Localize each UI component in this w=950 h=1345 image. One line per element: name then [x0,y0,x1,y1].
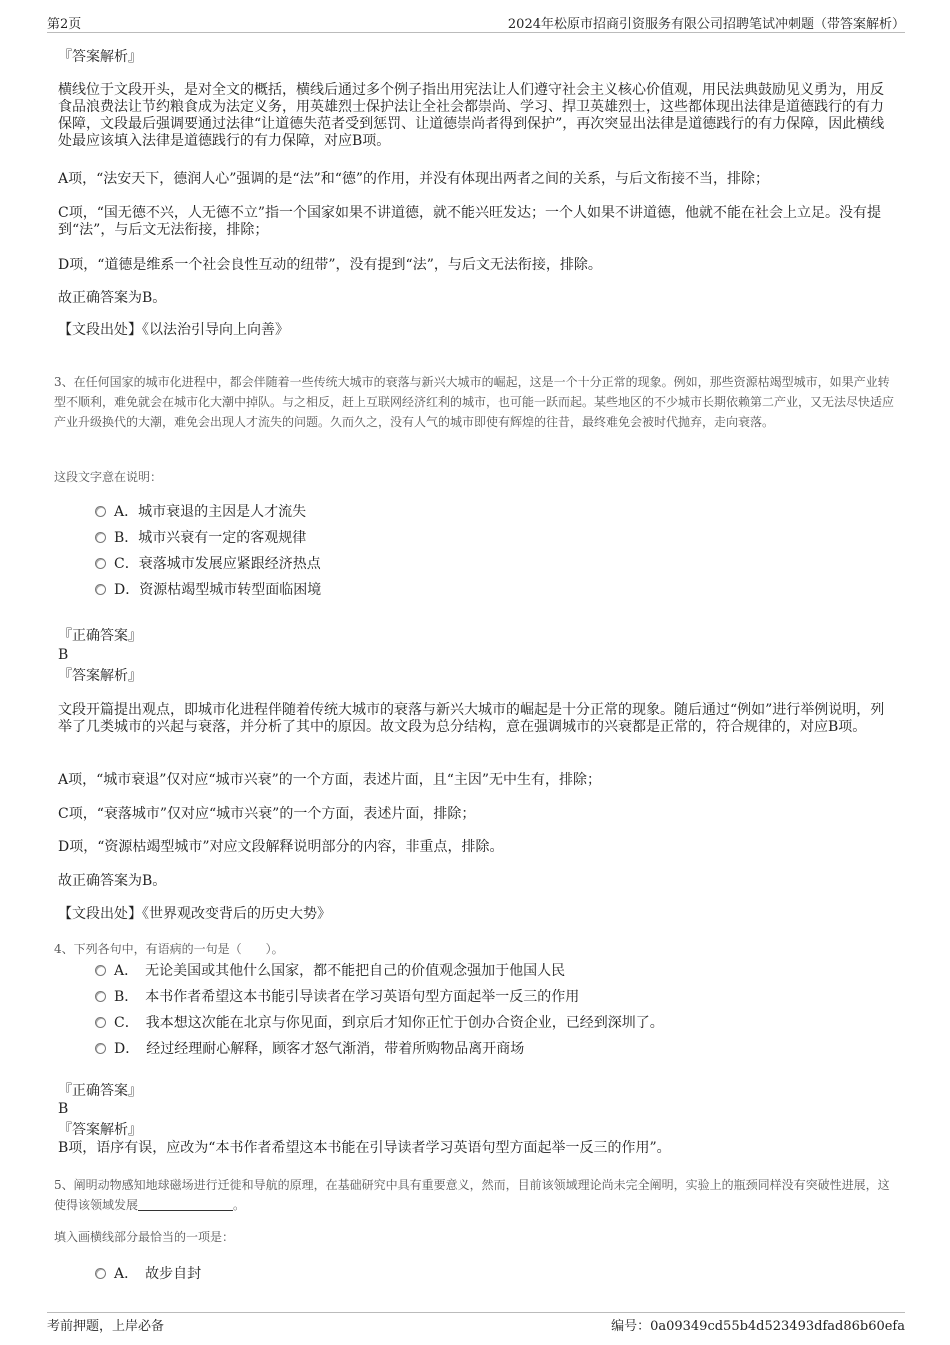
correct-answer-label: 『正确答案』 [58,628,142,644]
radio-icon[interactable] [95,506,106,517]
question-3-option-d[interactable]: D．资源枯竭型城市转型面临困境 [95,581,321,599]
radio-icon[interactable] [95,1017,106,1028]
question-3-option-b[interactable]: B．城市兴衰有一定的客观规律 [95,529,306,547]
analysis-option-d: D项，“资源枯竭型城市”对应文段解释说明部分的内容，非重点，排除。 [58,839,504,855]
question-3-option-a[interactable]: A．城市衰退的主因是人才流失 [95,503,306,521]
analysis-paragraph: 横线位于文段开头，是对全文的概括，横线后通过多个例子指出用宪法让人们遵守社会主义核心价值观，用民法典鼓励见义勇为，用反食品浪费法让节约粮食成为法定义务，用英雄烈士保护法让全社会都崇尚、学习、捍卫英雄烈士，这些都体现出法律是道德践行的有力保障，文段最后强调要通过法律“让道德失范者受到惩罚、让道德崇尚者得到保护”，再次突显出法律是道德践行的有力保障，因此横线处最应该填入法律是道德践行的有力保障，对应B项。 [58,82,885,149]
source-citation: 【文段出处】《世界观改变背后的历史大势》 [58,906,331,922]
analysis-option-d: D项，“道德是维系一个社会良性互动的纽带”，没有提到“法”，与后文无法衔接，排除。 [58,257,602,273]
correct-answer: B [58,1101,69,1117]
question-5-option-a[interactable]: A． 故步自封 [95,1265,201,1283]
conclusion: 故正确答案为B。 [58,873,167,889]
radio-icon[interactable] [95,965,106,976]
analysis-option-c: C项，“衰落城市”仅对应“城市兴衰”的一个方面，表述片面，排除； [58,806,476,822]
page-footer [47,1312,905,1334]
document-title: 2024年松原市招商引资服务有限公司招聘笔试冲刺题（带答案解析） [507,17,905,32]
radio-icon[interactable] [95,1043,106,1054]
radio-icon[interactable] [95,532,106,543]
radio-icon[interactable] [95,1268,106,1279]
analysis-paragraph: 文段开篇提出观点，即城市化进程伴随着传统大城市的衰落与新兴大城市的崛起是十分正常的现象。随后通过“例如”进行举例说明，列举了几类城市的兴起与衰落，并分析了其中的原因。故文段为总分结构，意在强调城市的兴衰都是正常的，符合规律的，对应B项。 [58,702,885,735]
footer-slogan: 考前押题，上岸必备 [47,1319,165,1334]
question-5-stem: 5、阐明动物感知地球磁场进行迁徙和导航的原理，在基础研究中具有重要意义，然而，目前该领域理论尚未完全阐明，实验上的瓶颈同样没有突破性进展，这使得该领域发展 。 [54,1178,890,1212]
analysis-label: 『答案解析』 [58,668,142,684]
question-4-option-c[interactable]: C． 我本想这次能在北京与你见面，到京后才知你正忙于创办合资企业，已经到深圳了。 [95,1014,664,1032]
correct-answer: B [58,647,69,663]
question-4-option-a[interactable]: A． 无论美国或其他什么国家，都不能把自己的价值观念强加于他国人民 [95,962,565,980]
radio-icon[interactable] [95,584,106,595]
question-4-option-b[interactable]: B． 本书作者希望这本书能引导读者在学习英语句型方面起举一反三的作用 [95,988,579,1006]
question-4-stem: 4、下列各句中，有语病的一句是（ ）。 [54,942,284,956]
fill-blank [138,1198,233,1211]
analysis-option-c: C项，“国无德不兴，人无德不立”指一个国家如果不讲道德，就不能兴旺发达；一个人如果不讲道德，他就不能在社会上立足。没有提到“法”，与后文无法衔接，排除； [58,205,882,238]
question-5-prompt: 填入画横线部分最恰当的一项是： [54,1230,235,1244]
correct-answer-label: 『正确答案』 [58,1083,142,1099]
analysis-label: 『答案解析』 [58,1122,142,1138]
analysis-option-a: A项，“法安天下，德润人心”强调的是“法”和“德”的作用，并没有体现出两者之间的关系，与后文衔接不当，排除； [58,171,770,187]
question-3-stem: 3、在任何国家的城市化进程中，都会伴随着一些传统大城市的衰落与新兴大城市的崛起，这是一个十分正常的现象。例如，那些资源枯竭型城市，如果产业转型不顺利，难免就会在城市化大潮中掉队。与之相反，赶上互联网经济红利的城市，也可能一跃而起。某些地区的不少城市长期依赖第二产业，又无法尽快适应产业升级换代的大潮，难免会出现人才流失的问题。久而久之，没有人气的城市即使有辉煌的往昔，最终难免会被时代抛弃，走向衰落。 [54,375,895,429]
analysis-label: 『答案解析』 [58,49,142,65]
question-3-option-c[interactable]: C．衰落城市发展应紧跟经济热点 [95,555,321,573]
question-3-prompt: 这段文字意在说明： [54,470,163,484]
source-citation: 【文段出处】《以法治引导向上向善》 [58,322,289,338]
page-number: 第2页 [47,17,82,32]
analysis-text: B项，语序有误，应改为“本书作者希望这本书能在引导读者学习英语句型方面起举一反三的作用”。 [58,1140,671,1156]
radio-icon[interactable] [95,558,106,569]
radio-icon[interactable] [95,991,106,1002]
analysis-option-a: A项，“城市衰退”仅对应“城市兴衰”的一个方面，表述片面，且“主因”无中生有，排除； [58,772,602,788]
conclusion: 故正确答案为B。 [58,290,167,306]
question-4-option-d[interactable]: D． 经过经理耐心解释，顾客才怒气渐消，带着所购物品离开商场 [95,1040,524,1058]
page-header [47,10,905,33]
document-id: 编号：0a09349cd55b4d523493dfad86b60efa [611,1319,905,1334]
